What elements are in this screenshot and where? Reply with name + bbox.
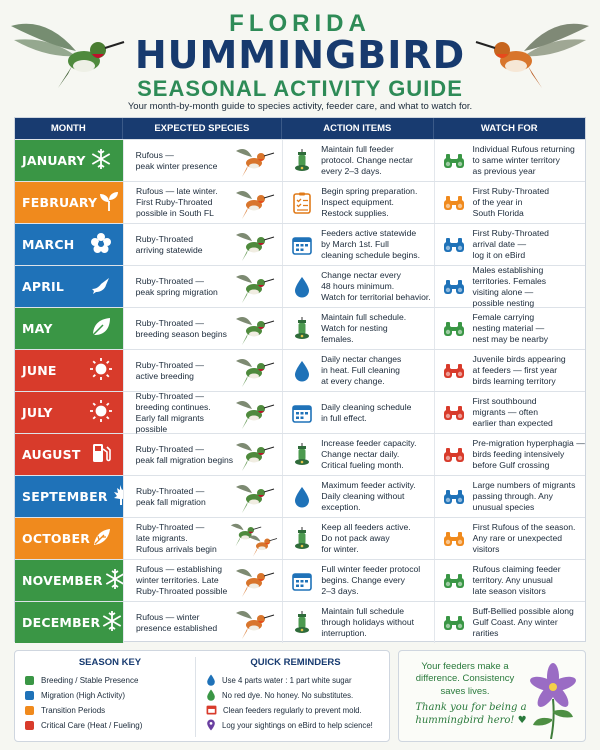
species-text: Ruby-Throated — peak spring migration xyxy=(135,275,218,297)
rufous-hummingbird-icon xyxy=(230,563,278,599)
watch-cell xyxy=(434,266,585,307)
binoculars-icon xyxy=(443,531,465,547)
ruby-hummingbird-icon xyxy=(230,395,278,431)
watch-text: Juvenile birds appearing at feeders — first year birds learning territory xyxy=(472,354,566,386)
droplet-icon xyxy=(291,276,313,298)
hummingbird-icon xyxy=(230,395,278,434)
action-cell xyxy=(282,560,433,601)
binoculars-icon xyxy=(443,615,465,631)
calendar-icon xyxy=(291,235,313,255)
binoculars-icon xyxy=(443,153,465,169)
species-cell xyxy=(123,350,282,391)
month-cell xyxy=(15,224,123,265)
binoculars-icon xyxy=(443,237,465,253)
season-key xyxy=(25,657,195,733)
species-cell xyxy=(123,560,282,601)
table-row xyxy=(15,559,585,601)
species-text: Ruby-Throated — active breeding xyxy=(135,359,204,381)
reminder-item xyxy=(206,688,385,703)
watch-text: First Rufous of the season. Any rare or unexpected visitors xyxy=(472,522,576,554)
watch-text: Individual Rufous returning to same winter territory as previous year xyxy=(472,144,575,176)
reminders-title: QUICK REMINDERS xyxy=(250,657,341,668)
purple-flower-icon xyxy=(525,659,581,739)
watch-cell xyxy=(434,308,585,349)
rufous-hummingbird-icon xyxy=(230,185,278,221)
species-cell xyxy=(123,224,282,265)
watch-text: Buff-Bellied possible along Gulf Coast. Any winter rarities xyxy=(472,606,574,638)
table-header xyxy=(15,118,585,139)
sprout-icon xyxy=(97,189,121,216)
season-key-label: Critical Care (Heat / Fueling) xyxy=(41,721,143,730)
species-cell xyxy=(123,266,282,307)
action-cell xyxy=(282,182,433,223)
rufous-hummingbird-icon xyxy=(230,605,278,641)
ruby-hummingbird-icon xyxy=(230,269,278,305)
calendar-icon xyxy=(291,571,313,591)
action-cell xyxy=(282,350,433,391)
binoculars-icon xyxy=(443,531,465,547)
binoculars-icon xyxy=(443,405,465,421)
species-text: Rufous — peak winter presence xyxy=(135,149,218,171)
species-cell xyxy=(123,434,282,475)
table-row xyxy=(15,601,585,643)
reminder-item xyxy=(206,673,385,688)
action-text: Increase feeder capacity. Change nectar daily. Critical fueling month. xyxy=(321,438,417,470)
fuel-icon xyxy=(89,441,113,468)
calendar-icon xyxy=(291,403,313,423)
closing-message: Your feeders make a difference. Consistency saves lives. xyxy=(415,661,515,697)
feeder-icon xyxy=(291,611,313,635)
binoculars-icon xyxy=(443,363,465,379)
month-label: FEBRUARY xyxy=(22,195,98,210)
action-text: Maintain full feeder protocol. Change nectar every 2–3 days. xyxy=(321,144,413,176)
feeder-icon xyxy=(291,527,313,551)
binoculars-icon xyxy=(443,237,465,253)
feeder-icon xyxy=(291,443,313,467)
season-key-label: Breeding / Stable Presence xyxy=(41,676,139,685)
activity-table xyxy=(14,117,586,642)
header-watch: WATCH FOR xyxy=(480,123,538,134)
action-text: Maintain full schedule through holidays without interruption. xyxy=(321,606,415,638)
species-cell xyxy=(123,518,282,559)
ruby-hummingbird-icon xyxy=(230,227,278,263)
reminder-item xyxy=(206,718,385,733)
action-cell xyxy=(282,434,433,475)
hummingbird-icon xyxy=(230,269,278,308)
quick-reminders xyxy=(195,657,385,737)
watch-text: Female carrying nesting material — nest may be nearby xyxy=(472,312,549,344)
table-row xyxy=(15,391,585,433)
table-row xyxy=(15,349,585,391)
season-key-item xyxy=(25,718,195,733)
binoculars-icon xyxy=(443,363,465,379)
color-swatch xyxy=(25,676,34,685)
action-cell xyxy=(282,476,433,517)
info-panel xyxy=(14,650,390,742)
watch-cell xyxy=(434,182,585,223)
table-row xyxy=(15,475,585,517)
color-swatch xyxy=(25,706,34,715)
binoculars-icon xyxy=(443,489,465,505)
month-label: AUGUST xyxy=(22,447,81,462)
binoculars-icon xyxy=(443,615,465,631)
watch-cell xyxy=(434,392,585,433)
binoculars-icon xyxy=(443,195,465,211)
season-key-item xyxy=(25,673,195,688)
binoculars-icon xyxy=(443,573,465,589)
species-text: Ruby-Throated — peak fall migration xyxy=(136,485,206,507)
watch-text: Large numbers of migrants passing through. Any unusual species xyxy=(472,480,576,512)
calendar-icon xyxy=(206,704,223,717)
location-icon xyxy=(206,719,222,733)
flower-icon xyxy=(89,231,113,258)
table-body xyxy=(15,139,585,643)
closing-thanks: Thank you for being a hummingbird hero! ♥ xyxy=(415,702,527,726)
month-cell xyxy=(15,518,123,559)
table-row xyxy=(15,181,585,223)
droplet-icon xyxy=(206,674,222,688)
hummingbird-icon xyxy=(230,311,278,350)
watch-cell xyxy=(434,602,585,643)
table-row xyxy=(15,307,585,349)
month-cell xyxy=(15,266,123,307)
ruby-hummingbird-icon xyxy=(230,353,278,389)
snowflake-icon xyxy=(89,147,113,174)
species-cell xyxy=(123,392,282,433)
reminder-text: No red dye. No honey. No substitutes. xyxy=(222,691,354,700)
species-cell xyxy=(123,602,282,643)
leaf-icon xyxy=(89,315,113,342)
hummingbird-icon xyxy=(230,353,278,392)
watch-cell xyxy=(434,350,585,391)
month-cell xyxy=(15,602,123,643)
action-text: Maintain full schedule. Watch for nesting females. xyxy=(321,312,407,344)
action-text: Full winter feeder protocol begins. Change every 2–3 days. xyxy=(321,564,421,596)
month-label: DECEMBER xyxy=(22,615,101,630)
rufous-hummingbird-icon xyxy=(230,143,278,179)
hummingbird-icon xyxy=(230,605,278,644)
watch-cell xyxy=(434,560,585,601)
reminder-text: Log your sightings on eBird to help science! xyxy=(222,721,373,730)
binoculars-icon xyxy=(443,573,465,589)
action-text: Feeders active statewide by March 1st. Full cleaning schedule begins. xyxy=(321,228,420,260)
month-cell xyxy=(15,182,123,223)
month-label: APRIL xyxy=(22,279,65,294)
watch-cell xyxy=(434,434,585,475)
header-month: MONTH xyxy=(15,118,123,139)
watch-text: Pre-migration hyperphagia — birds feeding intensively before Gulf crossing xyxy=(472,438,585,470)
month-label: SEPTEMBER xyxy=(22,489,108,504)
action-cell xyxy=(282,266,433,307)
binoculars-icon xyxy=(443,279,465,295)
hummingbird-pair-icon xyxy=(230,521,278,557)
watch-text: Rufous claiming feeder territory. Any unusual late season visitors xyxy=(472,564,561,596)
table-row xyxy=(15,223,585,265)
hummingbird-icon xyxy=(230,521,278,560)
action-cell xyxy=(282,224,433,265)
species-cell xyxy=(123,182,282,223)
hummingbird-icon xyxy=(230,437,278,476)
month-cell xyxy=(15,140,123,181)
hummingbird-icon xyxy=(230,227,278,266)
species-text: Rufous — late winter. First Ruby-Throated possible in South FL xyxy=(136,186,218,218)
feeder-icon xyxy=(291,317,313,341)
header-action: ACTION ITEMS xyxy=(282,118,433,139)
month-label: JULY xyxy=(22,405,53,420)
color-swatch xyxy=(25,691,34,700)
checklist-icon xyxy=(291,192,313,214)
watch-text: First southbound migrants — often earlier than expected xyxy=(472,396,553,428)
binoculars-icon xyxy=(443,279,465,295)
species-text: Ruby-Throated — breeding continues. Early fall migrants possible xyxy=(135,390,211,434)
season-key-title: SEASON KEY xyxy=(78,657,142,668)
hummingbird-icon xyxy=(230,143,278,182)
title-seasonal-guide: SEASONAL ACTIVITY GUIDE xyxy=(137,76,463,101)
sun-icon xyxy=(89,399,113,426)
species-cell xyxy=(123,476,282,517)
watch-text: Males establishing territories. Females visiting alone — possible nesting xyxy=(472,264,547,308)
action-text: Daily cleaning schedule in full effect. xyxy=(321,401,412,423)
month-cell xyxy=(15,350,123,391)
table-row xyxy=(15,517,585,559)
binoculars-icon xyxy=(443,321,465,337)
month-cell xyxy=(15,434,123,475)
table-row xyxy=(15,433,585,475)
hummingbird-icon xyxy=(230,185,278,224)
species-cell xyxy=(123,140,282,181)
month-label: MAY xyxy=(22,321,53,336)
watch-cell xyxy=(434,476,585,517)
month-label: JANUARY xyxy=(22,153,86,168)
month-cell xyxy=(15,392,123,433)
color-swatch xyxy=(25,721,34,730)
droplet-icon xyxy=(291,486,313,508)
binoculars-icon xyxy=(443,153,465,169)
season-key-item xyxy=(25,703,195,718)
month-cell xyxy=(15,308,123,349)
no-icon xyxy=(206,689,222,703)
action-cell xyxy=(282,392,433,433)
binoculars-icon xyxy=(443,195,465,211)
binoculars-icon xyxy=(443,321,465,337)
species-text: Rufous — establishing winter territories. Late Ruby-Throated possible xyxy=(136,564,228,596)
table-row xyxy=(15,265,585,307)
month-label: MARCH xyxy=(22,237,75,252)
action-cell xyxy=(282,140,433,181)
action-cell xyxy=(282,518,433,559)
table-row xyxy=(15,139,585,181)
closing-panel xyxy=(398,650,586,742)
binoculars-icon xyxy=(443,447,465,463)
sun-icon xyxy=(89,357,113,384)
reminder-text: Use 4 parts water : 1 part white sugar xyxy=(222,676,352,685)
month-cell xyxy=(15,560,123,601)
binoculars-icon xyxy=(443,489,465,505)
action-cell xyxy=(282,308,433,349)
action-cell xyxy=(282,602,433,643)
species-text: Ruby-Throated — late migrants. Rufous arrivals begin xyxy=(136,522,217,554)
droplet-icon xyxy=(291,360,313,382)
watch-text: First Ruby-Throated arrival date — log it on eBird xyxy=(472,228,549,260)
species-text: Ruby-Throated arriving statewide xyxy=(135,233,203,255)
action-text: Begin spring preparation. Inspect equipment. Restock supplies. xyxy=(321,186,418,218)
reminder-text: Clean feeders regularly to prevent mold. xyxy=(223,706,362,715)
feeder-icon xyxy=(291,149,313,173)
season-key-label: Migration (High Activity) xyxy=(41,691,126,700)
binoculars-icon xyxy=(443,447,465,463)
watch-text: First Ruby-Throated of the year in South Florida xyxy=(472,186,550,218)
watch-cell xyxy=(434,140,585,181)
binoculars-icon xyxy=(443,405,465,421)
hummingbird-icon xyxy=(230,479,278,518)
season-key-label: Transition Periods xyxy=(41,706,106,715)
reminder-item xyxy=(206,703,385,718)
autumn-leaf-icon xyxy=(90,525,114,552)
month-label: NOVEMBER xyxy=(22,573,103,588)
snowflake-icon xyxy=(100,609,124,636)
watch-cell xyxy=(434,224,585,265)
hummingbird-icon xyxy=(230,563,278,602)
header-species: EXPECTED SPECIES xyxy=(123,118,282,139)
action-text: Daily nectar changes in heat. Full cleaning at every change. xyxy=(321,354,402,386)
tagline: Your month-by-month guide to species activity, feeder care, and what to watch for. xyxy=(127,101,473,112)
title-florida: FLORIDA xyxy=(229,10,371,37)
title-hummingbird: HUMMINGBIRD xyxy=(134,33,466,77)
action-text: Maximum feeder activity. Daily cleaning without exception. xyxy=(321,480,416,512)
species-text: Ruby-Throated — peak fall migration begins xyxy=(135,443,234,465)
action-text: Keep all feeders active. Do not pack away for winter. xyxy=(321,522,411,554)
action-text: Change nectar every 48 hours minimum. Watch for territorial behavior. xyxy=(321,270,431,302)
month-label: OCTOBER xyxy=(22,531,91,546)
ruby-hummingbird-icon xyxy=(230,437,278,473)
watch-cell xyxy=(434,518,585,559)
ruby-hummingbird-icon xyxy=(230,311,278,347)
header xyxy=(0,0,600,118)
species-text: Ruby-Throated — breeding season begins xyxy=(135,317,227,339)
month-cell xyxy=(15,476,123,517)
species-cell xyxy=(123,308,282,349)
dove-icon xyxy=(89,273,113,300)
month-label: JUNE xyxy=(22,363,57,378)
species-text: Rufous — winter presence established xyxy=(136,611,218,633)
season-key-item xyxy=(25,688,195,703)
ruby-hummingbird-icon xyxy=(230,479,278,515)
